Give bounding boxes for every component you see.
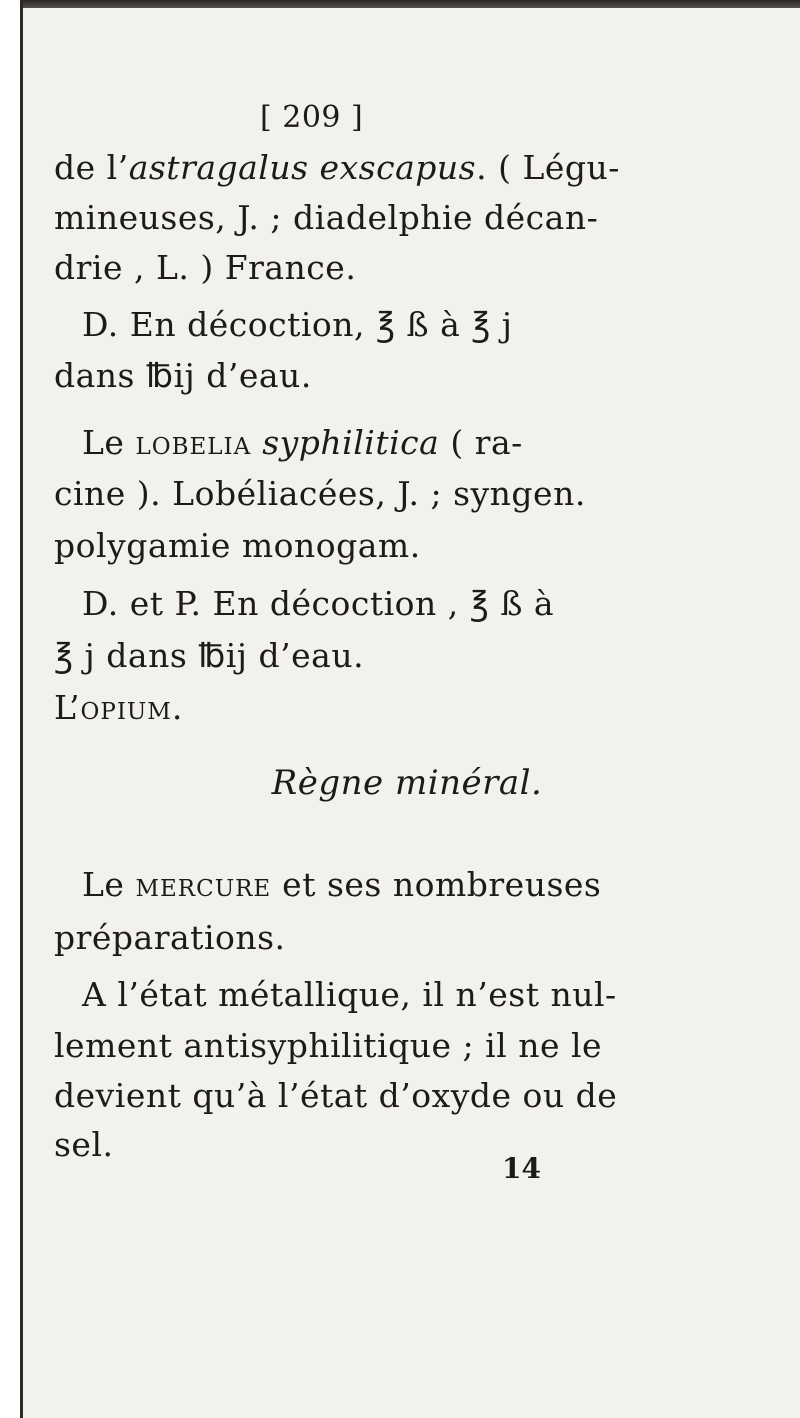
text-line-10: ℥ j dans ℔ij d’eau. [54,636,365,675]
substance-name-mercure: mercure [135,865,272,904]
text-line-6 [82,423,523,462]
page-number-header: [ 209 ] [260,100,364,135]
text-line-opium: L’opium. [54,688,184,727]
plant-name-lobelia: lobelia [135,423,252,462]
latin-name-syphilitica: syphilitica [251,423,440,462]
text-line-8: polygamie monogam. [54,526,421,565]
text-line-7: cine ). Lobéliacées, J. ; syngen. [54,474,586,513]
text-line-2: mineuses, J. ; diadelphie décan- [54,198,599,237]
latin-name-astragalus: astragalus exscapus [128,148,477,187]
text-line-12 [82,865,601,904]
text-fragment: ( ra- [439,423,523,462]
text-line-17: sel. [54,1125,114,1164]
text-line-13: préparations. [54,918,286,957]
binding-edge [0,0,23,1418]
text-fragment: . ( Légu- [476,148,620,187]
text-line-15: lement antisyphilitique ; il ne le [54,1026,603,1065]
signature-mark: 14 [502,1152,541,1185]
text-line-5: dans ℔ij d’eau. [54,356,312,395]
text-fragment: et ses nombreuses [271,865,602,904]
text-line-3: drie , L. ) France. [54,248,357,287]
text-line-14: A l’état métallique, il n’est nul- [82,975,617,1014]
text-line-16: devient qu’à l’état d’oxyde ou de [54,1076,618,1115]
book-page [42,0,772,1418]
text-line-4: D. En décoction, ℥ ß à ℥ j [82,305,513,344]
text-line-9: D. et P. En décoction , ℥ ß à [82,584,555,623]
text-fragment: Le [82,423,136,462]
text-fragment: Le [82,865,136,904]
section-heading: Règne minéral. [271,763,543,803]
text-line-1 [54,148,620,187]
text-fragment: de l’ [54,148,129,187]
